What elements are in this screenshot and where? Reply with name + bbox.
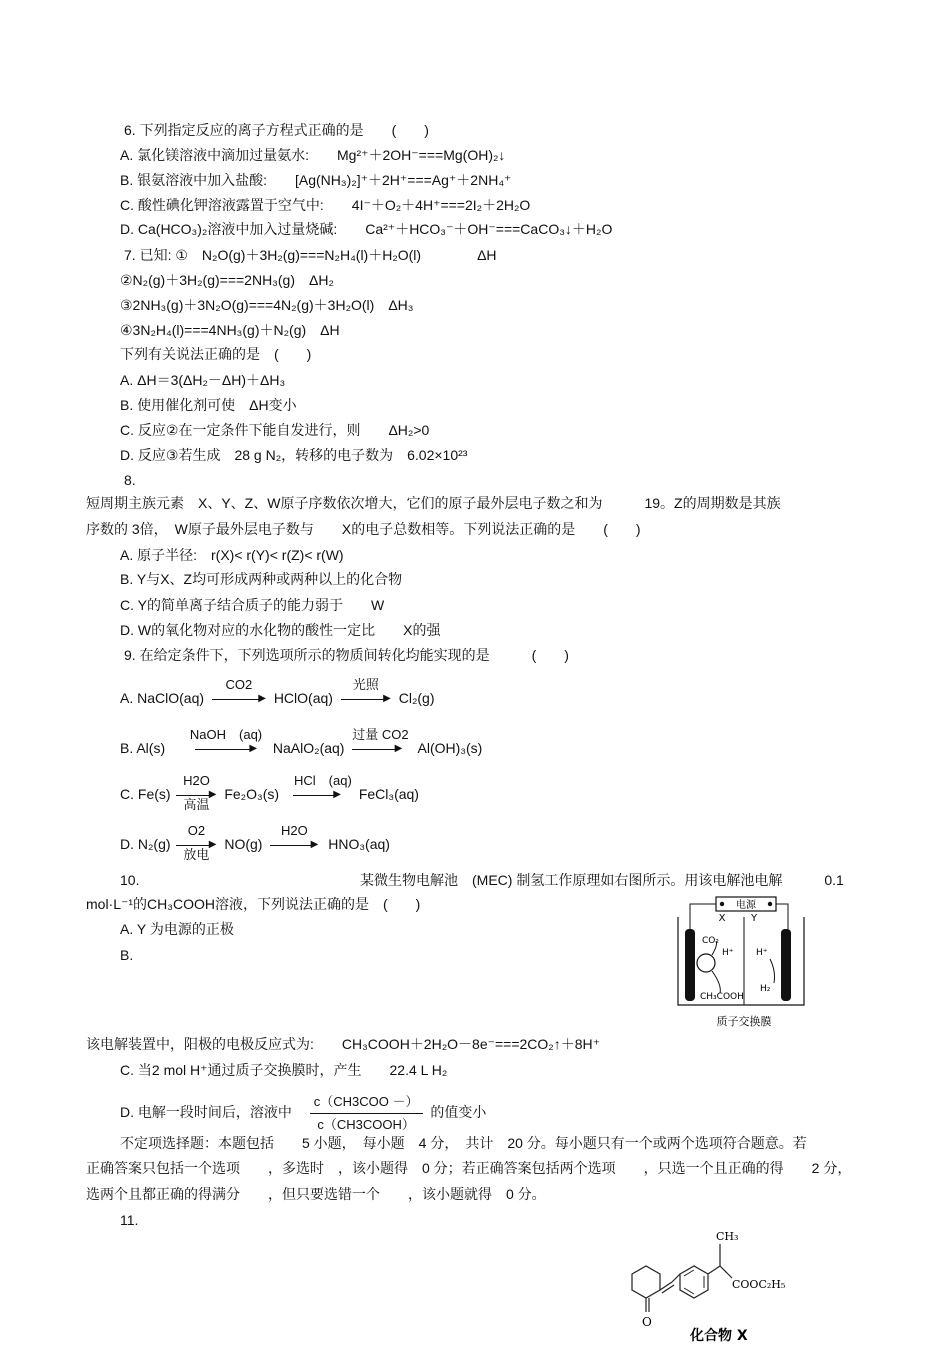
q9-d-arrow-1: O2 ▶ 放电 <box>176 836 216 854</box>
q10-d-prefix: D. 电解一段时间后，溶液中 <box>120 1104 292 1121</box>
q8-option-d: D. W的氧化物对应的水化物的酸性一定比 X的强 <box>120 622 441 638</box>
q9-c-arrow-1-label: H2O <box>183 773 210 789</box>
q7-option-c: C. 反应②在一定条件下能自发进行，则 ΔH₂>0 <box>120 422 430 438</box>
q9-option-a <box>120 677 435 708</box>
acetic-acid-label: CH₃COOH <box>700 992 744 1002</box>
q7-option-a: A. ΔH＝3(ΔH₂－ΔH)＋ΔH₃ <box>120 372 286 388</box>
q8-option-c: C. Y的简单离子结合质子的能力弱于 W <box>120 597 385 613</box>
q9-a-end: Cl₂(g) <box>398 690 435 706</box>
q7-option-b: B. 使用催化剂可使 ΔH变小 <box>120 397 297 413</box>
co2-label: CO₂ <box>702 936 719 946</box>
q7-reaction-4: ④3N₂H₄(l)===4NH₃(g)＋N₂(g) ΔH <box>120 322 340 338</box>
q10-d-fraction <box>310 1091 423 1136</box>
q9-a-arrow-2: 光照 ▶ <box>341 690 391 708</box>
cyclohexanone-ring <box>632 1266 660 1298</box>
q9-c-start: C. Fe(s) <box>120 786 171 802</box>
compound-x-structure <box>620 1222 820 1344</box>
wire-right <box>776 904 788 929</box>
q10-d-suffix: 的值变小 <box>430 1104 487 1121</box>
q10-option-d <box>120 1091 486 1136</box>
q9-b-end: Al(OH)₃(s) <box>417 740 483 756</box>
q9-c-end: FeCl₃(aq) <box>358 786 419 802</box>
q7-stem: 7. 已知: ① N₂O(g)＋3H₂(g)===N₂H₄(l)＋H₂O(l) ΔH <box>124 247 497 263</box>
h2-gas-label: H₂ <box>760 984 771 994</box>
wire-left <box>690 904 716 929</box>
q8-stem-line-2: 序数的 3倍， W原子最外层电子数与 X的电子总数相等。下列说法正确的是 ( ) <box>86 521 641 537</box>
q10-d-denominator: c（CH3COOH） <box>317 1117 415 1132</box>
q10-option-b: B. <box>120 947 134 963</box>
arrow-to-h2 <box>770 959 775 983</box>
q6-option-b: B. 银氨溶液中加入盐酸: [Ag(NH₃)₂]⁺＋2H⁺===Ag⁺＋2NH₄⁺ <box>120 172 512 188</box>
q6-option-a: A. 氯化镁溶液中滴加过量氨水: Mg²⁺＋2OH⁻===Mg(OH)₂↓ <box>120 147 506 163</box>
q9-d-end: HNO₃(aq) <box>328 836 390 852</box>
q10-number: 10. <box>120 872 140 888</box>
vinyl-bond <box>660 1282 672 1290</box>
q9-a-arrow-2-label: 光照 <box>352 677 379 693</box>
power-terminal-right <box>768 902 772 906</box>
q6-option-d: D. Ca(HCO₃)₂溶液中加入过量烧碱: Ca²⁺＋HCO₃⁻＋OH⁻===CaCO₃↓＋H₂O <box>120 221 613 237</box>
q10-stem-line-1: 某微生物电解池 (MEC) 制氢工作原理如右图所示。用该电解池电解 0.1 <box>360 872 844 888</box>
q10-option-a: A. Y 为电源的正极 <box>120 921 234 937</box>
q9-d-arrow-1-sublabel: 放电 <box>183 847 210 863</box>
q10-option-b-text: 该电解装置中，阳极的电极反应式为: CH₃COOH＋2H₂O－8e⁻===2CO₂↑＋8H⁺ <box>86 1036 601 1052</box>
instructions-line-1: 不定项选择题：本题包括 5 小题， 每小题 4 分， 共计 20 分。每小题只有一个或两个选项符合题意。若 <box>120 1135 807 1151</box>
power-source-label: 电源 <box>736 900 756 911</box>
q9-b-start: B. Al(s) <box>120 740 166 756</box>
q8-stem-line-1: 短周期主族元素 X、Y、Z、W原子序数依次增大，它们的原子最外层电子数之和为 19。Z的周期数是其族 <box>86 495 781 511</box>
q9-a-arrow-1: CO2 ▶ <box>212 690 266 708</box>
q8-option-a: A. 原子半径: r(X)< r(Y)< r(Z)< r(W) <box>120 547 344 563</box>
q11-number: 11. <box>120 1212 139 1228</box>
h-plus-right-label: H⁺ <box>756 948 768 958</box>
left-electrode <box>685 929 695 1001</box>
q9-option-d <box>120 823 390 863</box>
q9-c-arrow-1-sublabel: 高温 <box>183 797 210 813</box>
membrane-caption: 质子交换膜 <box>716 1015 772 1028</box>
q9-d-mid: NO(g) <box>224 836 263 852</box>
right-electrode <box>781 929 791 1001</box>
q9-b-arrow-1: NaOH (aq) ▶ <box>195 740 257 758</box>
q9-d-arrow-2-label: H2O <box>280 823 308 839</box>
q7-reaction-2: ②N₂(g)＋3H₂(g)===2NH₃(g) ΔH₂ <box>120 272 334 288</box>
q9-c-mid: Fe₂O₃(s) <box>224 786 280 802</box>
q7-reaction-3: ③2NH₃(g)＋3N₂O(g)===4N₂(g)＋3H₂O(l) ΔH₃ <box>120 297 414 313</box>
q6-stem: 6. 下列指定反应的离子方程式正确的是 ( ) <box>124 122 429 138</box>
mec-cell-diagram <box>676 893 812 1033</box>
q10-option-c: C. 当2 mol H⁺通过质子交换膜时，产生 22.4 L H₂ <box>120 1062 448 1078</box>
q9-b-arrow-2-label: 过量 CO2 <box>352 727 409 743</box>
terminal-y-label: Y <box>750 913 758 924</box>
q9-c-arrow-2-label: HCl (aq) <box>294 773 352 789</box>
q9-b-mid: NaAlO₂(aq) <box>272 740 345 756</box>
arrow-from-acid <box>712 971 720 993</box>
q9-c-arrow-1: H2O ▶ 高温 <box>176 786 216 804</box>
terminal-x-label: X <box>718 913 726 924</box>
q9-stem: 9. 在给定条件下，下列选项所示的物质间转化均能实现的是 ( ) <box>124 647 569 663</box>
q9-option-c <box>120 773 419 813</box>
q9-d-arrow-2: H2O ▶ <box>270 836 318 854</box>
q9-d-start: D. N₂(g) <box>120 836 171 852</box>
q8-option-b: B. Y与X、Z均可形成两种或两种以上的化合物 <box>120 571 403 587</box>
oxygen-label: O <box>642 1315 652 1329</box>
compound-x-caption: 化合物 X <box>690 1328 748 1344</box>
q9-b-arrow-1-label: NaOH (aq) <box>189 727 263 743</box>
q9-d-arrow-1-label: O2 <box>187 823 206 839</box>
q10-d-numerator: c（CH3COO －） <box>310 1091 423 1114</box>
q10-stem-line-2: mol·L⁻¹的CH₃COOH溶液，下列说法正确的是 ( ) <box>86 896 421 912</box>
q9-a-arrow-1-label: CO2 <box>225 677 253 693</box>
q9-b-arrow-2: 过量 CO2 ▶ <box>352 740 402 758</box>
q9-option-b <box>120 727 483 758</box>
microbe <box>697 954 715 972</box>
instructions-line-3: 选两个且都正确的得满分 ，但只要选错一个 ，该小题就得 0 分。 <box>86 1186 546 1202</box>
q8-number: 8. <box>124 472 136 488</box>
q9-a-mid: HClO(aq) <box>273 690 333 706</box>
q6-option-c: C. 酸性碘化钾溶液露置于空气中: 4I⁻＋O₂＋4H⁺===2I₂＋2H₂O <box>120 197 531 213</box>
q7-ask: 下列有关说法正确的是 ( ) <box>120 346 312 362</box>
q9-a-start: A. NaClO(aq) <box>120 690 205 706</box>
q7-option-d: D. 反应③若生成 28 g N₂，转移的电子数为 6.02×10²³ <box>120 447 468 463</box>
q9-c-arrow-2: HCl (aq) ▶ <box>293 786 341 804</box>
h-plus-left-label: H⁺ <box>722 948 734 958</box>
methyl-label: CH₃ <box>716 1230 739 1243</box>
power-terminal-left <box>720 902 724 906</box>
instructions-line-2: 正确答案只包括一个选项 ，多选时 ，该小题得 0 分；若正确答案包括两个选项 ，只选一个且正确的得 2 分， <box>86 1160 852 1176</box>
ester-label: COOC₂H₅ <box>732 1278 786 1291</box>
